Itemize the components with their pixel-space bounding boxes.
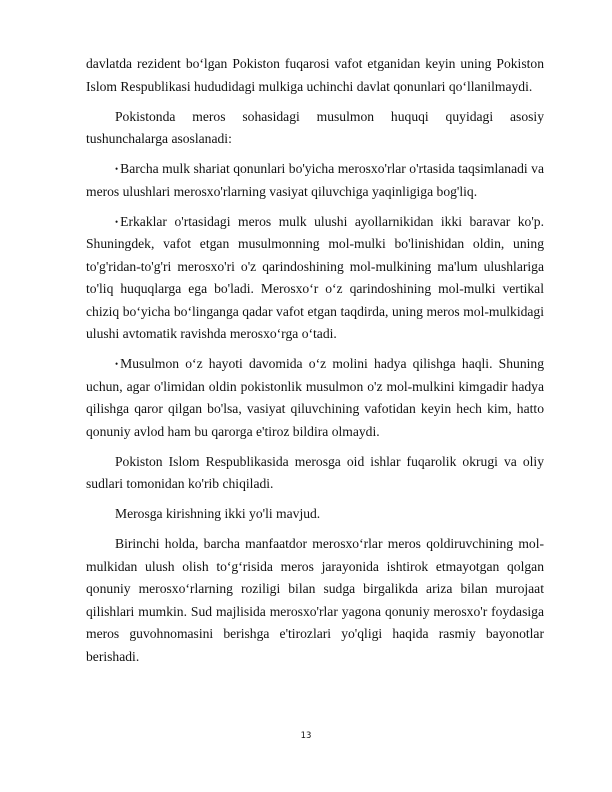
bullet-icon: • (115, 164, 119, 174)
paragraph-text: Musulmon o‘z hayoti davomida o‘z molini hadya qilishga haqli. Shuning uchun, agar o'limidan oldin pokistonlik musulmon o'z mol-mulkini kimgadir hadya qilishga qaror qilgan bo'lsa, vasiyat qiluvchining vafotidan keyin hech kim, hatto qonuniy avlod ham bu qarorga e'tiroz bildira olmaydi. (86, 356, 544, 439)
paragraph-text: Pokiston Islom Respublikasida merosga oid ishlar fuqarolik okrugi va oliy sudlari tomonidan ko'rib chiqiladi. (86, 453, 544, 491)
paragraph-text: davlatda rezident bo‘lgan Pokiston fuqarosi vafot etganidan keyin uning Pokiston Islom Respublikasi hududidagi mulkiga uchinchi davlat qonunlari qo‘llanilmaydi. (86, 56, 544, 94)
bullet-icon: • (115, 216, 119, 227)
paragraph-first-case (86, 533, 544, 668)
document-body (86, 53, 544, 676)
paragraph-continuation (86, 53, 544, 98)
paragraph-intro (86, 106, 544, 151)
paragraph-courts (86, 451, 544, 496)
bullet-item (86, 211, 544, 346)
paragraph-text: Pokistonda meros sohasidagi musulmon huquqi quyidagi asosiy tushunchalarga asoslanadi: (86, 108, 544, 146)
paragraph-text: Birinchi holda, barcha manfaatdor merosxo‘rlar meros qoldiruvchining mol-mulkidan ulush olish to‘g‘risida meros jarayonida ishtirok etmayotgan qolgan qonuniy merosxo‘rlarning roziligi bilan sudga birgalikda ariza bilan murojaat qilishlari mumkin. Sud majlisida merosxo'rlar yagona qonuniy merosxo'r foydasiga meros guvohnomasini berishga e'tirozlari yo'qligi haqida rasmiy bayonotlar berishadi. (86, 536, 544, 664)
page-number: 13 (300, 731, 312, 741)
bullet-item (86, 353, 544, 443)
bullet-item (86, 158, 544, 203)
paragraph-ways (86, 503, 544, 526)
paragraph-text: Barcha mulk shariat qonunlari bo'yicha merosxo'rlar o'rtasida taqsimlanadi va meros ulushlari merosxo'rlarning vasiyat qiluvchiga yaqinligiga bog'liq. (86, 161, 544, 199)
paragraph-text: Erkaklar o'rtasidagi meros mulk ulushi ayollarnikidan ikki baravar ko'p. Shuningdek, vafot etgan musulmonning mol-mulki bo'linishidan oldin, uning to'g'ridan-to'g'ri merosxo'ri o'z qarindoshining mol-mulkining ma'lum ulushlariga to'liq huquqlarga ega bo'ladi. Merosxo‘r o‘z qarindoshining mol-mulki vertikal chiziq bo‘yicha bo‘linganga qadar vafot etgan taqdirda, uning meros mol-mulkidagi ulushi avtomatik ravishda merosxo‘rga o‘tadi. (86, 213, 544, 341)
bullet-icon: • (115, 359, 119, 369)
paragraph-text: Merosga kirishning ikki yo'li mavjud. (115, 506, 321, 521)
